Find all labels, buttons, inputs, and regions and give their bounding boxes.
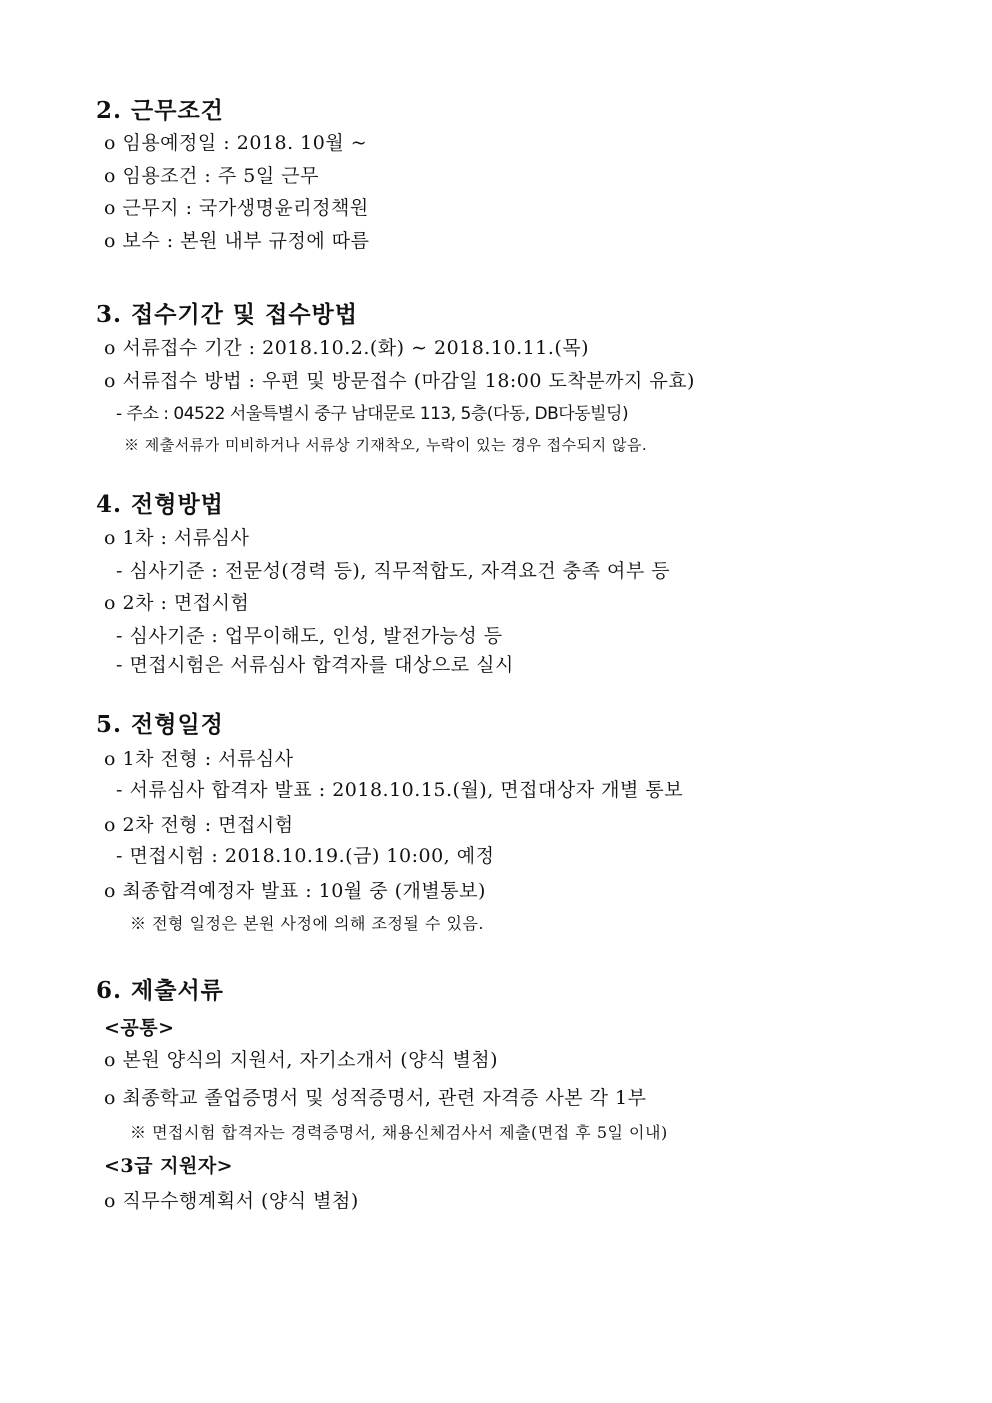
section-3-title: 3. 접수기간 및 접수방법 — [96, 301, 358, 328]
section-6-title: 6. 제출서류 — [96, 977, 224, 1004]
s5-line-final: o 최종합격예정자 발표 : 10월 중 (개별통보) — [104, 880, 486, 902]
s2-line-start-date: o 임용예정일 : 2018. 10월 ~ — [104, 132, 368, 154]
s4-line-interview-target: - 면접시험은 서류심사 합격자를 대상으로 실시 — [116, 654, 514, 676]
s2-line-conditions: o 임용조건 : 주 5일 근무 — [104, 165, 319, 187]
s2-line-workplace: o 근무지 : 국가생명윤리정책원 — [104, 197, 369, 219]
section-4-title: 4. 전형방법 — [96, 491, 224, 518]
s5-line-first: o 1차 전형 : 서류심사 — [104, 748, 294, 770]
s4-line-second: o 2차 : 면접시험 — [104, 592, 250, 614]
section-5-title: 5. 전형일정 — [96, 711, 224, 738]
section-2-title: 2. 근무조건 — [96, 97, 224, 124]
s4-line-first: o 1차 : 서류심사 — [104, 527, 250, 549]
s5-note: ※ 전형 일정은 본원 사정에 의해 조정될 수 있음. — [130, 914, 484, 933]
s3-line-period: o 서류접수 기간 : 2018.10.2.(화) ∼ 2018.10.11.(목) — [104, 337, 590, 359]
s2-line-salary: o 보수 : 본원 내부 규정에 따름 — [104, 230, 370, 252]
s6-line-work-plan: o 직무수행계획서 (양식 별첨) — [104, 1190, 359, 1212]
s3-line-address: - 주소 : 04522 서울특별시 중구 남대문로 113, 5층(다동, DB다동빌딩) — [116, 404, 629, 424]
s3-line-method: o 서류접수 방법 : 우편 및 방문접수 (마감일 18:00 도착분까지 유효) — [104, 370, 695, 392]
s5-line-first-announce: - 서류심사 합격자 발표 : 2018.10.15.(월), 면접대상자 개별 통보 — [116, 779, 684, 801]
s4-line-first-criteria: - 심사기준 : 전문성(경력 등), 직무적합도, 자격요건 충족 여부 등 — [116, 560, 671, 582]
s3-note: ※ 제출서류가 미비하거나 서류상 기재착오, 누락이 있는 경우 접수되지 않음. — [124, 436, 648, 454]
s5-line-interview-date: - 면접시험 : 2018.10.19.(금) 10:00, 예정 — [116, 845, 495, 867]
s5-line-second: o 2차 전형 : 면접시험 — [104, 814, 294, 836]
s6-line-certificates: o 최종학교 졸업증명서 및 성적증명서, 관련 자격증 사본 각 1부 — [104, 1087, 647, 1109]
s4-line-second-criteria: - 심사기준 : 업무이해도, 인성, 발전가능성 등 — [116, 625, 503, 647]
s6-subheading-common: <공통> — [104, 1017, 175, 1039]
s6-line-application: o 본원 양식의 지원서, 자기소개서 (양식 별첨) — [104, 1049, 499, 1071]
s6-subheading-grade3: <3급 지원자> — [104, 1155, 234, 1177]
s6-note: ※ 면접시험 합격자는 경력증명서, 채용신체검사서 제출(면접 후 5일 이내) — [130, 1123, 668, 1142]
